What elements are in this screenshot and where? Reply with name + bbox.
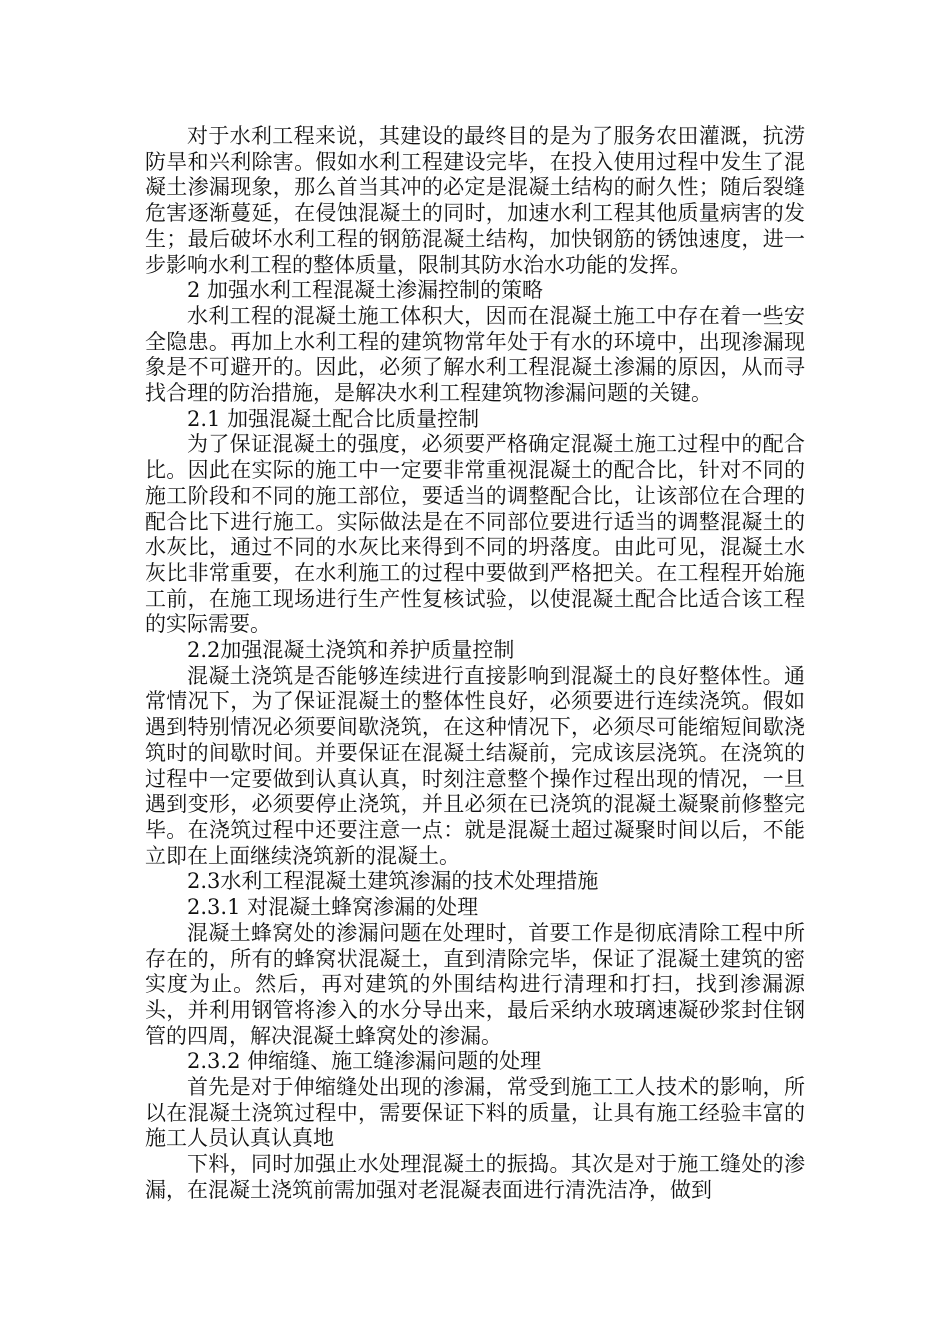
body-paragraph: 混凝土浇筑是否能够连续进行直接影响到混凝土的良好整体性。通常情况下，为了保证混凝土的整体性良好，必须要进行连续浇筑。假如遇到特别情况必须要间歇浇筑，在这种情况下，必须尽可能缩短间歇浇筑时的间歇时间。并要保证在混凝土结凝前，完成该层浇筑。在浇筑的过程中一定要做到认真认真，时刻注意整个操作过程出现的情况，一旦遇到变形，必须要停止浇筑，并且必须在已浇筑的混凝土凝聚前修整完毕。在浇筑过程中还要注意一点：就是混凝土超过凝聚时间以后，不能立即在上面继续浇筑新的混凝土。 — [145, 663, 805, 868]
subsection-heading: 2.3水利工程混凝土建筑渗漏的技术处理措施 — [187, 869, 599, 894]
subsubsection-heading: 2.3.1 对混凝土蜂窝渗漏的处理 — [187, 895, 479, 920]
body-paragraph: 首先是对于伸缩缝处出现的渗漏，常受到施工工人技术的影响，所以在混凝土浇筑过程中，需要保证下料的质量，让具有施工经验丰富的施工人员认真认真地 — [145, 1075, 805, 1151]
document-body — [145, 124, 805, 1204]
body-paragraph: 混凝土蜂窝处的渗漏问题在处理时，首要工作是彻底清除工程中所存在的，所有的蜂窝状混凝土，直到清除完毕，保证了混凝土建筑的密实度为止。然后，再对建筑的外围结构进行清理和打扫，找到渗漏源头，并利用钢管将渗入的水分导出来，最后采纳水玻璃速凝砂浆封住钢管的四周，解决混凝土蜂窝处的渗漏。 — [145, 920, 805, 1048]
body-paragraph: 水利工程的混凝土施工体积大，因而在混凝土施工中存在着一些安全隐患。再加上水利工程的建筑物常年处于有水的环境中，出现渗漏现象是不可避开的。因此，必须了解水利工程混凝土渗漏的原因，从而寻找合理的防治措施，是解决水利工程建筑物渗漏问题的关键。 — [145, 303, 805, 406]
body-paragraph: 下料，同时加强止水处理混凝土的振捣。其次是对于施工缝处的渗漏，在混凝土浇筑前需加强对老混凝表面进行清洗洁净，做到 — [145, 1152, 805, 1202]
subsubsection-heading: 2.3.2 伸缩缝、施工缝渗漏问题的处理 — [187, 1049, 542, 1074]
body-paragraph: 对于水利工程来说，其建设的最终目的是为了服务农田灌溉，抗涝防旱和兴利除害。假如水利工程建设完毕，在投入使用过程中发生了混凝土渗漏现象，那么首当其冲的必定是混凝土结构的耐久性；随后裂缝危害逐渐蔓延，在侵蚀混凝土的同时，加速水利工程其他质量病害的发生；最后破坏水利工程的钢筋混凝土结构，加快钢筋的锈蚀速度，进一步影响水利工程的整体质量，限制其防水治水功能的发挥。 — [145, 124, 805, 277]
section-heading: 2 加强水利工程混凝土渗漏控制的策略 — [187, 278, 544, 303]
subsection-heading: 2.1 加强混凝土配合比质量控制 — [187, 406, 480, 431]
body-paragraph: 为了保证混凝土的强度，必须要严格确定混凝土施工过程中的配合比。因此在实际的施工中一定要非常重视混凝土的配合比，针对不同的施工阶段和不同的施工部位，要适当的调整配合比，让该部位在合理的配合比下进行施工。实际做法是在不同部位要进行适当的调整混凝土的水灰比，通过不同的水灰比来得到不同的坍落度。由此可见，混凝土水灰比非常重要，在水利施工的过程中要做到严格把关。在工程程开始施工前，在施工现场进行生产性复核试验，以使混凝土配合比适合该工程的实际需要。 — [145, 432, 805, 637]
subsection-heading: 2.2加强混凝土浇筑和养护质量控制 — [187, 638, 515, 663]
